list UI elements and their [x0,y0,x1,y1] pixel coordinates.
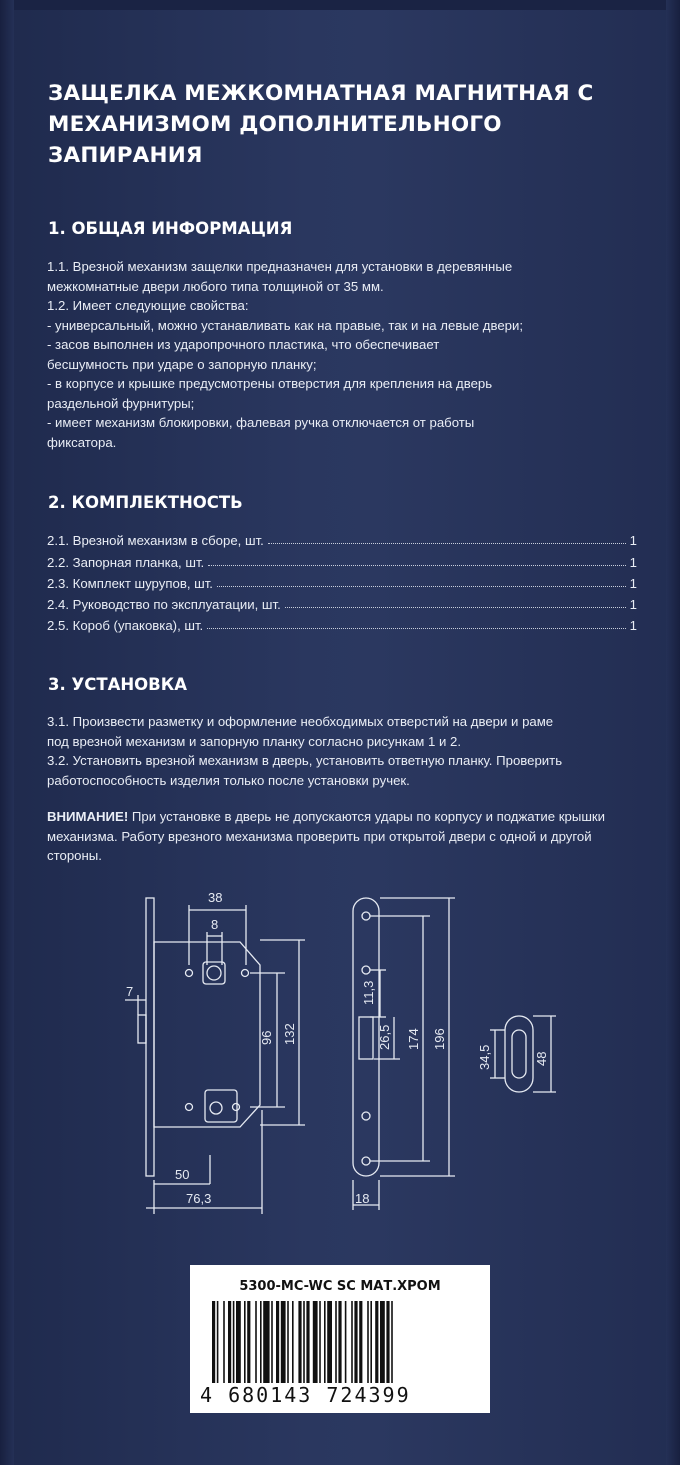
barcode-bar [319,1301,321,1383]
spindle-hole-icon [207,966,221,980]
barcode-bar [271,1301,273,1383]
barcode-bar [351,1301,353,1383]
text-line: 1.1. Врезной механизм защелки предназначен для установки в деревянные [47,259,513,274]
barcode-bar [354,1301,357,1383]
magnet-slot [512,1030,526,1078]
contents-item-label: 2.4. Руководство по эксплуатации, шт. [47,597,281,613]
barcode-bar [247,1301,250,1383]
text-line: фиксатора. [47,434,117,450]
text-line: под врезной механизм и запорную планку согласно рисункам 1 и 2. [47,733,462,749]
contents-item-label: 2.1. Врезной механизм в сборе, шт. [47,533,264,549]
dim-label: 48 [534,1051,549,1066]
barcode-bar [228,1301,231,1383]
barcode-bar [338,1301,341,1383]
lock-body-figure [125,898,305,1214]
text-line: - имеет механизм блокировки, фалевая ручка отключается от работы [47,415,475,430]
contents-item-qty: 1 [629,533,637,549]
contents-item-qty: 1 [629,618,637,634]
dim-label: 196 [432,1028,447,1050]
thumbturn-hole-icon [210,1102,222,1114]
screw-hole-icon [362,1112,370,1120]
contents-item-label: 2.3. Комплект шурупов, шт. [47,575,213,591]
screw-hole-icon [362,912,370,920]
text-line: раздельной фурнитуры; [47,395,195,411]
barcode-bar [391,1301,393,1383]
page-title: ЗАЩЕЛКА МЕЖКОМНАТНАЯ МАГНИТНАЯ С МЕХАНИЗМОМ ДОПОЛНИТЕЛЬНОГО ЗАПИРАНИЯ [48,81,594,168]
dim-label: 132 [282,1023,297,1045]
latch-opening [359,1017,373,1059]
barcode-bar [233,1301,235,1383]
text-line: бесшумность при ударе о запорную планку; [47,356,317,372]
barcode-bar [380,1301,385,1383]
dim-label: 8 [211,917,219,932]
text-line: работоспособность изделия только после установки ручек. [47,772,410,788]
barcode-bar [217,1301,219,1383]
mount-hole-icon [233,1104,240,1111]
barcode [212,1301,468,1383]
contents-item-qty: 1 [629,575,637,591]
dim-label: 38 [208,890,223,905]
text-line: 3.1. Произвести разметку и оформление необходимых отверстий на двери и раме [47,714,554,729]
text-line: - универсальный, можно устанавливать как на правые, так и на левые двери; [47,317,524,333]
mount-hole-icon [186,970,193,977]
screw-hole-icon [362,966,370,974]
contents-item-qty: 1 [629,597,637,613]
section-1-heading: 1. ОБЩАЯ ИНФОРМАЦИЯ [48,219,293,238]
barcode-bar [244,1301,246,1383]
text-line: 3.2. Установить врезной механизм в дверь, установить ответную планку. Проверить [47,753,563,768]
warning-body: При установке в дверь не допускаются удары по корпусу и поджатие крышки механизма. Работу врезного механизма проверить при открытой двери с одной и другой стороны. [47,809,606,863]
barcode-bar [306,1301,309,1383]
magnet-plate [505,1016,533,1092]
dim-label: 26,5 [377,1024,392,1050]
barcode-bar [263,1301,269,1383]
barcode-bar [260,1301,262,1383]
contents-item-qty: 1 [629,554,637,570]
barcode-bar [287,1301,289,1383]
screw-hole-icon [362,1157,370,1165]
barcode-bar [281,1301,286,1383]
text-line: - в корпусе и крышке предусмотрены отверстия для крепления на дверь [47,376,493,391]
dim-label: 76,3 [186,1191,212,1206]
barcode-bar [313,1301,318,1383]
barcode-number: 4 680143 724399 [200,1383,411,1407]
product-label [190,1265,490,1413]
strike-plate-figure [353,898,455,1210]
contents-item-label: 2.5. Короб (упаковка), шт. [47,618,204,634]
latch-bolt [138,1015,146,1043]
strike-plate [353,898,379,1176]
section-2-heading: 2. КОМПЛЕКТНОСТЬ [48,493,243,512]
barcode-bar [367,1301,369,1383]
barcode-bar [276,1301,279,1383]
barcode-bar [236,1301,241,1383]
contents-item-label: 2.2. Запорная планка, шт. [47,554,205,570]
barcode-bar [375,1301,378,1383]
faceplate [146,898,154,1176]
barcode-bar [345,1301,347,1383]
text-line: - засов выполнен из ударопрочного пластика, что обеспечивает [47,337,440,352]
barcode-bar [386,1301,389,1383]
text-line: 1.2. Имеет следующие свойства: [47,298,249,313]
barcode-bar [292,1301,294,1383]
section-3-heading: 3. УСТАНОВКА [48,675,188,694]
barcode-bar [223,1301,225,1383]
barcode-bar [335,1301,337,1383]
mount-hole-icon [242,970,249,977]
mount-hole-icon [186,1104,193,1111]
product-sku: 5300-MC-WC SC МАТ.ХРОМ [239,1279,441,1294]
barcode-bar [327,1301,332,1383]
warning-label: ВНИМАНИЕ! [47,809,129,824]
barcode-bar [370,1301,372,1383]
dim-label: 7 [126,984,134,999]
barcode-bar [298,1301,301,1383]
barcode-bar [303,1301,305,1383]
barcode-bar [324,1301,326,1383]
barcode-bar [212,1301,215,1383]
dim-label: 174 [406,1028,421,1050]
dim-label: 50 [175,1167,190,1182]
barcode-bar [255,1301,257,1383]
dim-label: 34,5 [477,1044,492,1070]
dim-label: 18 [355,1191,370,1206]
spindle-housing [203,962,225,984]
dim-label: 96 [259,1030,274,1045]
text-line: межкомнатные двери любого типа толщиной от 35 мм. [47,278,384,294]
dim-label: 11,3 [361,980,376,1005]
barcode-bar [359,1301,362,1383]
